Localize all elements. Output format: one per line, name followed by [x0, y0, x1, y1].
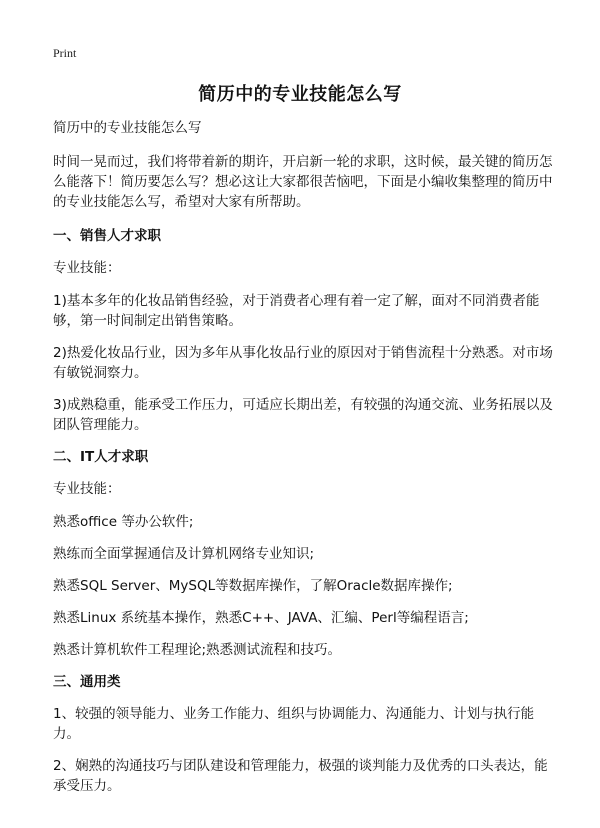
section-heading: 三、通用类	[53, 674, 121, 690]
list-item: 熟悉Linux 系统基本操作，熟悉C++、JAVA、汇编、Perl等编程语言;	[53, 610, 469, 626]
list-item: 2、娴熟的沟通技巧与团队建设和管理能力，极强的谈判能力及优秀的口头表达，能承受压力。	[53, 758, 548, 794]
list-item: 2)热爱化妆品行业，因为多年从事化妆品行业的原因对于销售流程十分熟悉。对市场有敏锐洞察力。	[53, 345, 553, 381]
list-item: 1)基本多年的化妆品销售经验，对于消费者心理有着一定了解，面对不同消费者能够，第一时间制定出销售策略。	[53, 293, 540, 329]
intro-paragraph: 时间一晃而过，我们将带着新的期许，开启新一轮的求职，这时候，最关键的简历怎么能落下！简历要怎么写？想必这让大家都很苦恼吧，下面是小编收集整理的简历中的专业技能怎么写，希望对大家有所帮助。	[53, 154, 553, 210]
document-subtitle: 简历中的专业技能怎么写	[53, 120, 202, 136]
document-body	[53, 118, 553, 808]
list-item: 熟悉计算机软件工程理论;熟悉测试流程和技巧。	[53, 642, 342, 658]
section-heading: 二、IT人才求职	[53, 449, 149, 465]
section-general	[53, 672, 553, 796]
document-title: 简历中的专业技能怎么写	[198, 84, 402, 105]
section-sales	[53, 226, 553, 435]
list-item: 1、较强的领导能力、业务工作能力、组织与协调能力、沟通能力、计划与执行能力。	[53, 706, 535, 742]
list-item: 熟练而全面掌握通信及计算机网络专业知识;	[53, 546, 315, 562]
list-item: 3)成熟稳重，能承受工作压力，可适应长期出差，有较强的沟通交流、业务拓展以及团队管理能力。	[53, 397, 553, 433]
list-item: 熟悉office 等办公软件;	[53, 514, 194, 530]
list-item: 熟悉SQL Server、MySQL等数据库操作，了解Oracle数据库操作;	[53, 578, 453, 594]
section-label: 专业技能：	[53, 481, 121, 497]
section-it	[53, 447, 553, 660]
print-link[interactable]: Print	[53, 46, 77, 60]
section-heading: 一、销售人才求职	[53, 228, 161, 244]
section-label: 专业技能：	[53, 260, 121, 276]
